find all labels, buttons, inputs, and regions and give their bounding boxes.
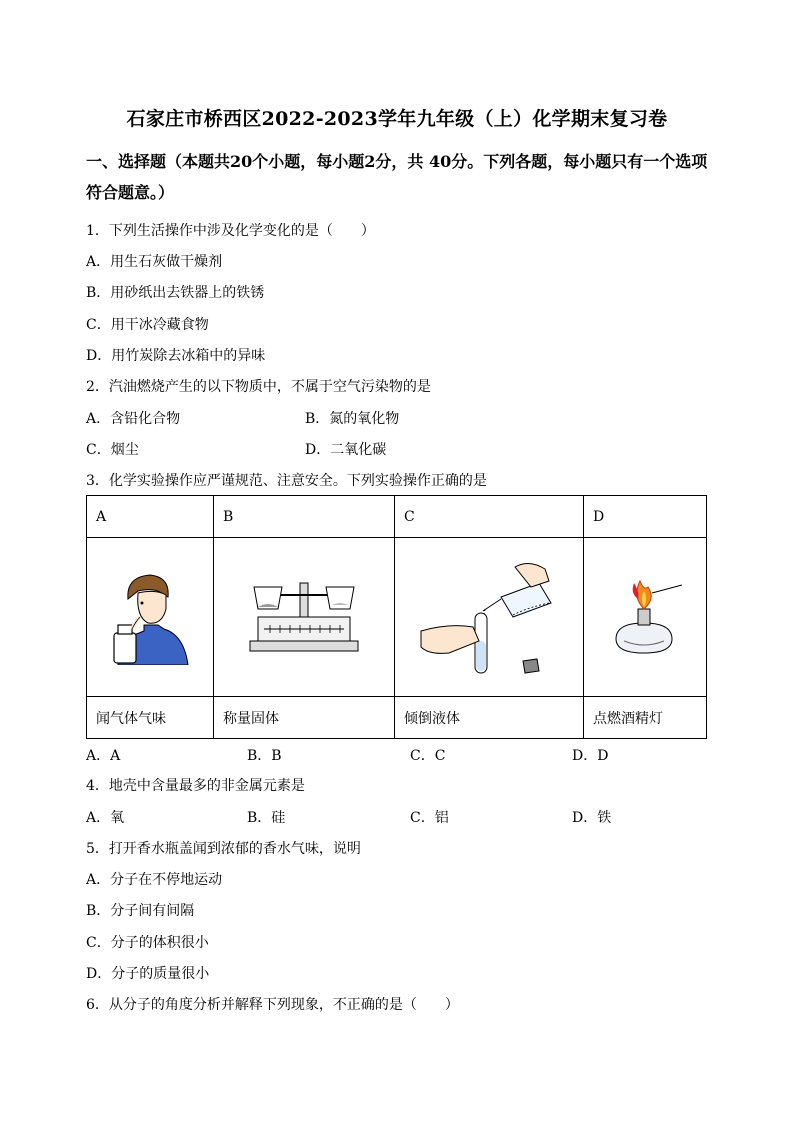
q5-option-b: B．分子间有间隔 [86,903,195,919]
q1-stem: 1．下列生活操作中涉及化学变化的是（ ） [86,223,375,239]
smelling-gas-illustration [108,569,192,665]
balance-scale-illustration [246,577,362,657]
section-heading: 一、选择题（本题共20个小题，每小题2分，共 40分。下列各题，每小题只有一个选项符合题意。） [86,152,708,202]
q5-option-d: D．分子的质量很小 [86,966,210,982]
q4-option-b: B．硅 [247,810,286,826]
q5-stem: 5．打开香水瓶盖闻到浓郁的香水气味，说明 [86,841,361,857]
q3-option-d: D．D [572,748,609,764]
q3-stem: 3．化学实验操作应严谨规范、注意安全。下列实验操作正确的是 [86,473,487,489]
q2-option-d: D．二氧化碳 [305,442,387,458]
q3-caption-b: 称量固体 [214,697,395,739]
q4-option-d: D．铁 [572,810,612,826]
q3-image-b [214,538,395,697]
q1-option-b: B．用砂纸出去铁器上的铁锈 [86,285,265,301]
q5-option-c: C．分子的体积很小 [86,935,209,951]
q3-options-table [86,495,707,739]
pouring-liquid-illustration [419,557,559,677]
q2-option-b: B．氮的氧化物 [305,411,400,427]
q3-header-d: D [584,496,707,538]
q1-option-d: D．用竹炭除去冰箱中的异味 [86,348,266,364]
q3-caption-c: 倾倒液体 [395,697,584,739]
q2-stem: 2．汽油燃烧产生的以下物质中，不属于空气污染物的是 [86,379,431,395]
q1-option-c: C．用干冰冷藏食物 [86,317,209,333]
q3-option-a: A．A [86,748,121,764]
q5-option-a: A．分子在不停地运动 [86,872,223,888]
alcohol-lamp-illustration [600,569,690,665]
page-title: 石家庄市桥西区2022-2023学年九年级（上）化学期末复习卷 [126,108,668,130]
q2-option-a: A．含铅化合物 [86,411,181,427]
q3-image-a [87,538,214,697]
q2-option-c: C．烟尘 [86,442,139,458]
q4-option-c: C．铝 [410,810,449,826]
q3-caption-d: 点燃酒精灯 [584,697,707,739]
q3-option-b: B．B [247,748,282,764]
q3-header-a: A [87,496,214,538]
q4-option-a: A．氧 [86,810,125,826]
q3-header-b: B [214,496,395,538]
q3-header-c: C [395,496,584,538]
q6-stem: 6．从分子的角度分析并解释下列现象，不正确的是（ ） [86,997,459,1013]
q3-image-c [395,538,584,697]
q4-stem: 4．地壳中含量最多的非金属元素是 [86,778,305,794]
q3-caption-a: 闻气体气味 [87,697,214,739]
q3-option-c: C．C [410,748,446,764]
q3-image-d [584,538,707,697]
q1-option-a: A．用生石灰做干燥剂 [86,254,223,270]
